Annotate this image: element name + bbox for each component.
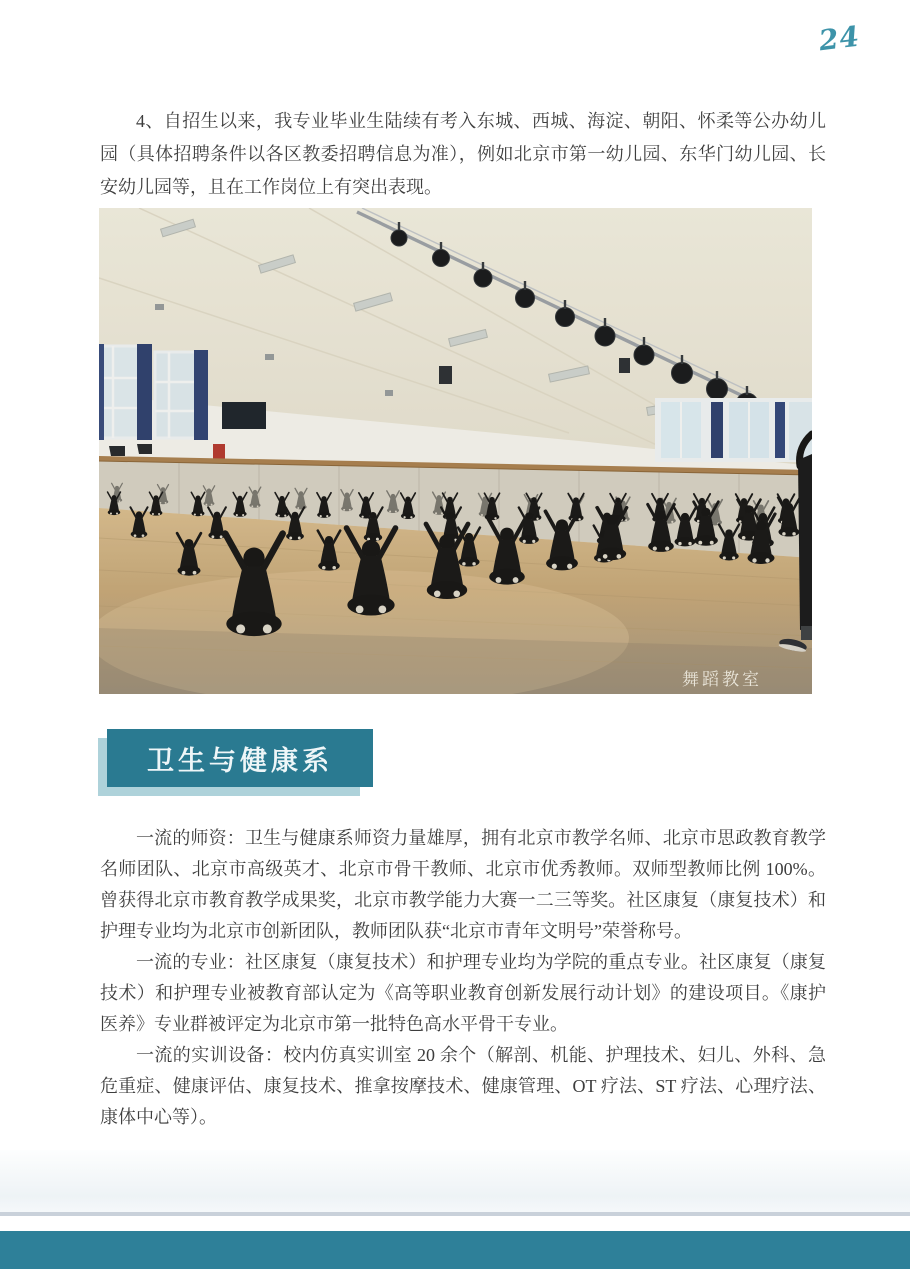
paragraph-majors: 一流的专业：社区康复（康复技术）和护理专业均为学院的重点专业。社区康复（康复技术）和护理专业被教育部认定为《高等职业教育创新发展行动计划》的建设项目。《康护医养》专业群被评定为北京市第一批特色高水平骨干专业。 [100, 952, 826, 1034]
page-number: 24 [817, 19, 862, 58]
intro-paragraph: 4、自招生以来，我专业毕业生陆续有考入东城、西城、海淀、朝阳、怀柔等公办幼儿园（具体招聘条件以各区教委招聘信息为准），例如北京市第一幼儿园、东华门幼儿园、长安幼儿园等，且在工作岗位上有突出表现。 [100, 111, 826, 197]
paragraph-faculty: 一流的师资：卫生与健康系师资力量雄厚，拥有北京市教学名师、北京市思政教育教学名师团队、北京市高级英才、北京市骨干教师、北京市优秀教师。双师型教师比例 100%。曾获得北京市教育教学成果奖，北京市教学能力大赛一二三等奖。社区康复（康复技术）和护理专业均为北京市创新团队，教师团队获“北京市青年文明号”荣誉称号。 [100, 828, 826, 941]
dance-classroom-photo [99, 208, 812, 694]
photo-caption: 舞蹈教室 [682, 670, 762, 689]
divider-line [0, 1212, 910, 1216]
scan-shadow-band [0, 1150, 910, 1212]
footer-teal-bar [0, 1231, 910, 1269]
section-header-box [107, 729, 373, 787]
dance-classroom-illustration [99, 208, 812, 694]
paragraph-facilities: 一流的实训设备：校内仿真实训室 20 余个（解剖、机能、护理技术、妇儿、外科、急危重症、健康评估、康复技术、推拿按摩技术、健康管理、OT 疗法、ST 疗法、心理疗法、康体中心等）。 [100, 1045, 826, 1127]
section-header [98, 729, 382, 799]
section-title: 卫生与健康系 [147, 745, 333, 776]
section-body [100, 823, 826, 1133]
